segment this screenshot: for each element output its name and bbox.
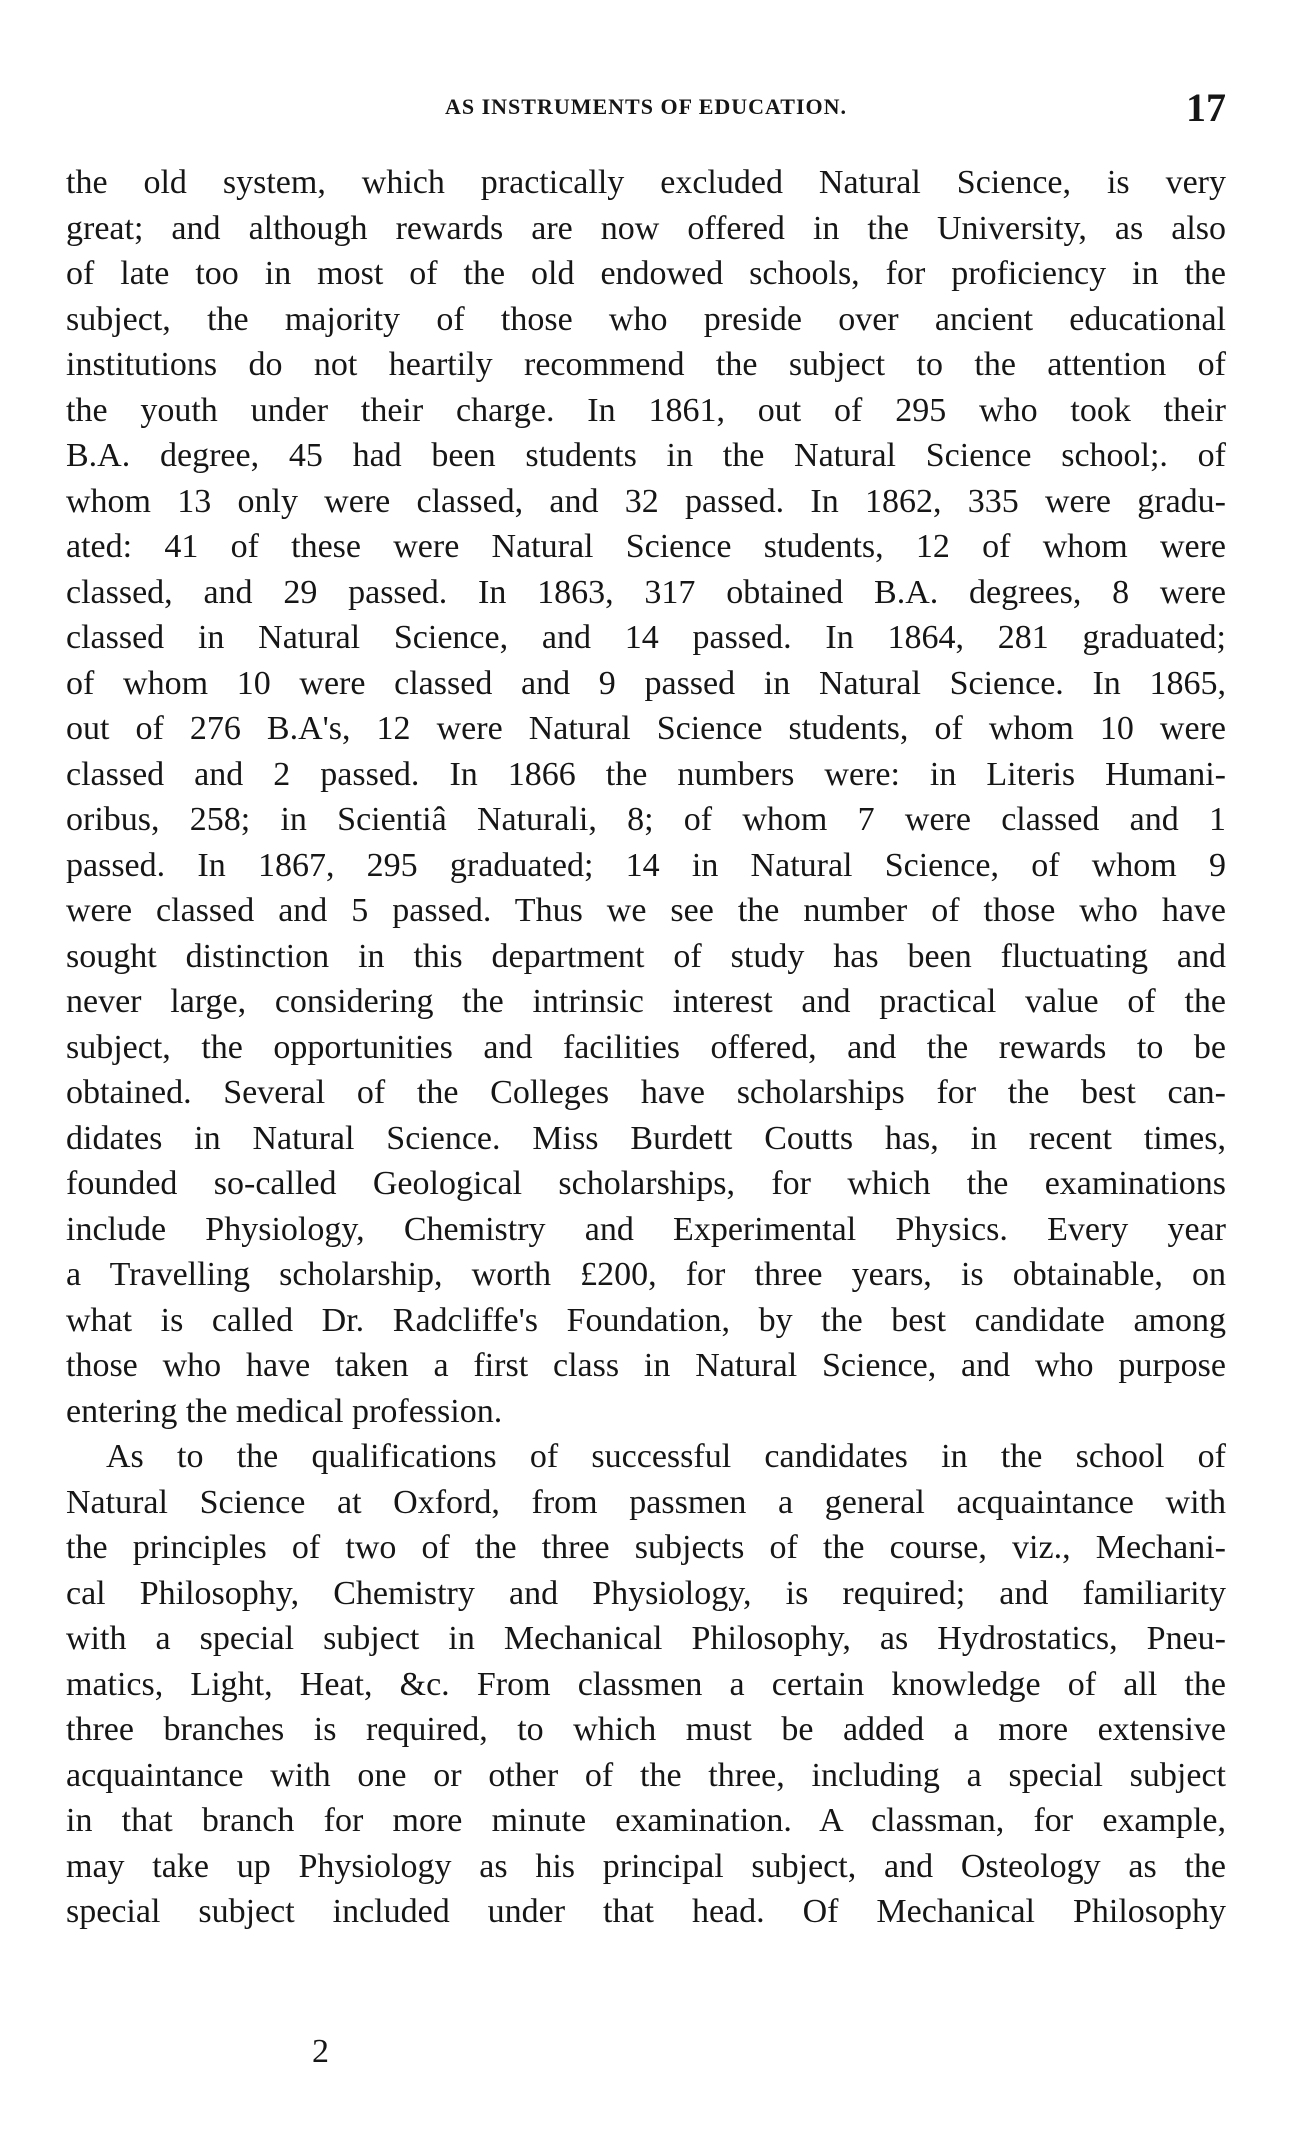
text-line: classed in Natural Science, and 14 passed. In 1864, 281 graduated; [66,619,1226,656]
text-line: matics, Light, Heat, &c. From classmen a certain knowledge of all the [66,1665,1226,1703]
text-line: never large, considering the intrinsic interest and practical value of the [66,983,1226,1020]
text-line: whom 13 only were classed, and 32 passed. In 1862, 335 were gradu- [66,482,1226,520]
running-title: AS INSTRUMENTS OF EDUCATION. [444,94,848,119]
text-line: of whom 10 were classed and 9 passed in Natural Science. In 1865, [66,664,1226,702]
text-line: sought distinction in this department of study has been fluctuating and [66,937,1226,975]
text-line: oribus, 258; in Scientiâ Naturali, 8; of whom 7 were classed and 1 [66,801,1226,838]
text-line: the old system, which practically excluded Natural Science, is very [66,164,1226,201]
text-line: institutions do not heartily recommend the subject to the attention of [66,346,1226,383]
text-line: those who have taken a first class in Natural Science, and who purpose [66,1347,1226,1384]
text-line: the youth under their charge. In 1861, out of 295 who took their [66,391,1226,429]
signature-mark: 2 [312,2033,329,2070]
text-line: cal Philosophy, Chemistry and Physiology, is required; and familiarity [66,1574,1226,1612]
text-line: subject, the opportunities and facilities offered, and the rewards to be [66,1028,1226,1066]
text-line: were classed and 5 passed. Thus we see the number of those who have [66,892,1226,929]
text-line: out of 276 B.A's, 12 were Natural Science students, of whom 10 were [66,710,1226,747]
body-text [66,160,1226,1935]
text-line: a Travelling scholarship, worth £200, for three years, is obtainable, on [66,1256,1226,1293]
text-line: with a special subject in Mechanical Philosophy, as Hydrostatics, Pneu- [66,1620,1226,1657]
text-line: what is called Dr. Radcliffe's Foundation, by the best candidate among [66,1301,1226,1339]
text-line: passed. In 1867, 295 graduated; 14 in Natural Science, of whom 9 [66,846,1226,884]
text-line: of late too in most of the old endowed schools, for proficiency in the [66,255,1226,292]
text-line: subject, the majority of those who preside over ancient educational [66,300,1226,338]
page-number: 17 [1186,85,1226,130]
text-line: ated: 41 of these were Natural Science students, 12 of whom were [66,528,1226,565]
text-line: include Physiology, Chemistry and Experimental Physics. Every year [66,1210,1226,1248]
text-line: entering the medical profession. [66,1392,503,1430]
text-line: the principles of two of the three subjects of the course, viz., Mechani- [66,1529,1226,1566]
text-line: didates in Natural Science. Miss Burdett Coutts has, in recent times, [66,1119,1226,1157]
text-line: founded so-called Geological scholarships, for which the examinations [66,1165,1226,1202]
text-line: may take up Physiology as his principal subject, and Osteology as the [66,1847,1226,1885]
text-line: in that branch for more minute examination. A classman, for example, [66,1802,1226,1839]
text-line: special subject included under that head. Of Mechanical Philosophy [66,1893,1226,1930]
text-line: great; and although rewards are now offered in the University, as also [66,209,1226,247]
text-line: classed, and 29 passed. In 1863, 317 obtained B.A. degrees, 8 were [66,573,1226,611]
text-line: acquaintance with one or other of the three, including a special subject [66,1756,1226,1794]
text-line: As to the qualifications of successful candidates in the school of [106,1438,1226,1475]
text-line: B.A. degree, 45 had been students in the Natural Science school;. of [66,437,1226,474]
running-head [66,84,1226,134]
text-line: obtained. Several of the Colleges have scholarships for the best can- [66,1074,1226,1111]
text-line: three branches is required, to which must be added a more extensive [66,1711,1226,1748]
text-line: classed and 2 passed. In 1866 the numbers were: in Literis Humani- [66,755,1226,793]
text-line: Natural Science at Oxford, from passmen a general acquaintance with [66,1483,1226,1521]
